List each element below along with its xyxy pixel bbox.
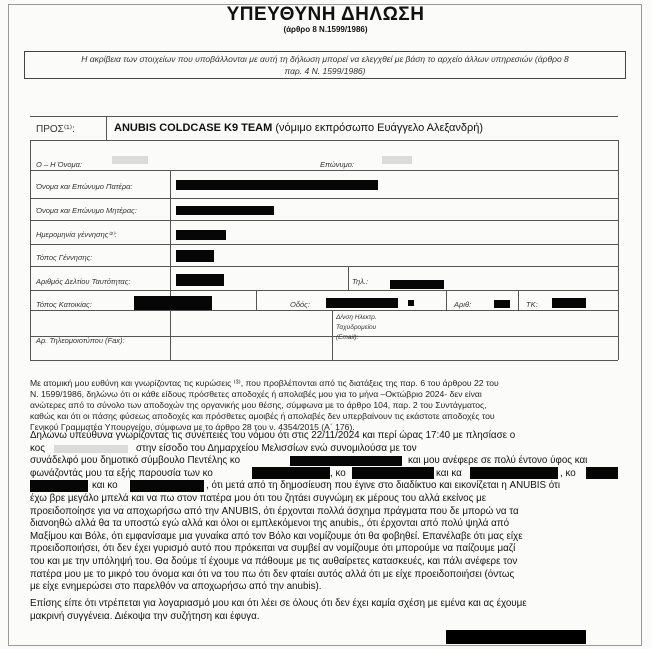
row-border (30, 266, 618, 267)
birth-date-label: Ημερομηνία γέννησης⁽²⁾: (36, 230, 117, 239)
statement-line: και μου ανέφερε σε πολύ έντονο ύφος και (408, 455, 588, 467)
statement-line: και κο (92, 480, 118, 492)
statement-line: , ότι μετά από τη δημοσίευση που έγινε στο διαδίκτυο και εικονίζεται η ANUBIS ότι (206, 480, 561, 492)
declaration-line: καθώς και ότι οι πάσης φύσεως αποδοχές και πρόσθετες αμοιβές ή απολαβές δεν υπερβαίνουν τις εκάστοτε αποδοχές του (30, 411, 495, 421)
number-label: Αριθ: (454, 300, 472, 309)
declaration-line: ανώτερες από το σύνολο των αποδοχών της οργανικής μου θέσης, σύμφωνα με το άρθρο 104, παρ. 2 του Συντάγματος, (30, 400, 487, 410)
name-redaction (30, 480, 88, 492)
birth-place-label: Τόπος Γέννησης: (36, 253, 93, 262)
tel-divider (348, 266, 349, 290)
statement-line: πατέρα μου με το μικρό του όνομα και ότι να του πω ότι δεν φταίει αυτός αλλά ότι με είχε προειδοποιήσει (όντως (30, 568, 515, 580)
recipient-label: ΠΡΟΣ⁽¹⁾: (36, 124, 75, 135)
birth-date-redaction (176, 230, 226, 240)
form-right-edge (618, 140, 619, 360)
statement-line: προειδοποίησε για να αποχωρήσω από την ANUBIS, ότι έρχονται πολλά άσχημα πράγματα που δε μπορώ να τα (30, 505, 519, 517)
row-border (30, 360, 618, 361)
statement-line: Επίσης είπε ότι ντρέπεται για λογαριασμό μου και ότι λέει σε όλους ότι δεν έχει καμία σχέση με εμένα και ας έχουμε (30, 598, 527, 609)
name-redaction (470, 467, 558, 479)
label-divider (170, 170, 171, 360)
first-name-label: Ο – Η Όνομα: (36, 160, 83, 169)
id-number-redaction (176, 274, 224, 286)
signature-redaction (446, 630, 586, 644)
email-divider (332, 310, 333, 360)
statement-line: έχω βρε μεγάλο μπελά και να πω στον πατέρα μου ότι του ζητάει συγνώμη εκ μέρους του αλλά εκείνος με (30, 493, 487, 504)
row-border (30, 220, 618, 221)
residence-redaction (134, 296, 212, 310)
statement-line: του και με την υπόληψή του. Θα δούμε τί έχουμε να πάθουμε με τις αυθαίρετες κατασκευές, και πάλι ανέφερε τον (30, 556, 518, 567)
statement-line: με είχε ενημερώσει στο παρελθόν να αποχωρήσω από την anubis). (30, 581, 322, 593)
phone-redaction (390, 280, 444, 289)
recipient-divider (106, 116, 107, 140)
father-name-redaction (176, 180, 378, 190)
statement-line: κος (30, 442, 45, 454)
row-border (30, 310, 618, 311)
statement-line: συνάδελφό μου δημοτικό σύμβουλο Πεντέλης κο (30, 455, 241, 467)
name-redaction (54, 445, 128, 453)
father-name-label: Όνομα και Επώνυμο Πατέρα: (36, 182, 133, 191)
street-label: Οδός: (290, 300, 310, 309)
recipient-row-border (30, 116, 618, 117)
recipient-value (114, 122, 483, 134)
statement-line: φωνάζοντάς μου τα εξής παρουσία των κο (30, 467, 213, 479)
birth-place-redaction (176, 250, 214, 262)
statement-line: , κο (560, 467, 576, 479)
id-number-label: Αριθμός Δελτίου Ταυτότητας: (36, 277, 131, 286)
declaration-line: Γενικού Γραμματέα Υπουργείου, σύμφωνα με το άρθρο 28 του ν. 4354/2015 (Α΄ 176). (30, 422, 355, 432)
name-redaction (130, 480, 204, 492)
email-label-1: Δ/νση Ηλεκτρ. (336, 314, 377, 321)
name-redaction (586, 467, 618, 479)
statement-line: προειδοποιήσει, ότι δεν έχει γυρισμό αυτό που πρόκειται να συμβεί αν νομίζουμε ότι μπορούμε να παίζουμε μαζί (30, 543, 516, 555)
number-redaction (494, 300, 510, 308)
declaration-line: Ν. 1599/1986, δηλώνω ότι οι κάθε είδους πρόσθετες αποδοχές ή απολαβές μου για το μήνα –Οκτώβριο 2024- δεν είναι (30, 389, 482, 399)
postcode-label: ΤΚ: (526, 300, 538, 309)
recipient-name: ANUBIS COLDCASE K9 TEAM (114, 122, 273, 134)
statement-line: διανοηθώ αλλά θα τα υποστώ εγώ αλλά και όλοι οι εμπλεκόμενοι της anubis,, ότι έρχονται από πολύ ψηλά από (30, 518, 510, 530)
statement-line: Μαξίμου και Βόλε, ότι εμφανίσαμε μια γυναίκα από τον Βόλο και νομίζουμε ότι θα φοβηθεί. Επανέλαβε ότι μας είχε (30, 530, 523, 542)
phone-label: Τηλ.: (352, 277, 369, 286)
row-border (30, 244, 618, 245)
name-redaction (352, 467, 434, 479)
declaration-line: Με ατομική μου ευθύνη και γνωρίζοντας τις κυρώσεις ⁽³⁾, που προβλέπονται από τις διατάξεις της παρ. 6 του άρθρου 22 του (30, 378, 499, 388)
recipient-note: (νόμιμο εκπρόσωπο Ευάγγελο Αλεξανδρή) (275, 122, 484, 134)
row-border (30, 198, 618, 199)
email-label-2: Ταχυδρομείου (336, 324, 377, 331)
surname-redaction (382, 156, 412, 164)
notice-line-2: παρ. 4 Ν. 1599/1986) (284, 66, 366, 76)
row-border (30, 170, 618, 171)
row-border (30, 290, 618, 291)
declarant-form (30, 140, 618, 370)
street-redaction (326, 298, 398, 308)
tk-divider (518, 290, 519, 310)
mother-name-label: Όνομα και Επώνυμο Μητέρας: (36, 206, 137, 215)
postcode-redaction (552, 298, 586, 308)
fax-label: Αρ. Τηλεομοιοτύπου (Fax): (36, 336, 125, 345)
number-divider (446, 290, 447, 310)
row-border (30, 140, 618, 141)
residence-label: Τόπος Κατοικίας: (36, 300, 92, 309)
statement-line: μακρινή συγγένεια. Διέκοψα την συζήτηση και έφυγα. (30, 610, 260, 622)
mother-name-redaction (176, 206, 274, 215)
name-redaction (290, 456, 402, 466)
name-redaction (252, 467, 330, 479)
statement-line: στην είσοδο του Δημαρχείου Μελισσίων ενώ συνομιλούσα με τον (136, 442, 417, 454)
document-subtitle: (άρθρο 8 Ν.1599/1986) (283, 25, 368, 34)
street-divider (256, 290, 257, 310)
email-label-3: (Email): (336, 334, 359, 341)
accuracy-notice (24, 51, 626, 79)
notice-line-1: Η ακρίβεια των στοιχείων που υποβάλλονται με αυτή τη δήλωση μπορεί να ελεγχθεί με βάση το αρχείο άλλων υπηρεσιών (άρθρο 8 (81, 54, 569, 64)
statement-line: Δηλώνω υπεύθυνα γνωρίζοντας τις συνέπειες του νόμου ότι στις 22/11/2024 και περί ώρας 17:40 με πλησίασε ο (30, 430, 516, 441)
statement-line: και κα (436, 467, 462, 479)
statement (30, 430, 618, 630)
first-name-redaction (112, 156, 148, 164)
street-mark (408, 300, 414, 306)
statement-line: , κο (330, 467, 346, 479)
form-left-edge (30, 140, 31, 360)
document-title: ΥΠΕΥΘΥΝΗ ΔΗΛΩΣΗ (226, 4, 425, 25)
surname-label: Επώνυμο: (320, 160, 354, 169)
